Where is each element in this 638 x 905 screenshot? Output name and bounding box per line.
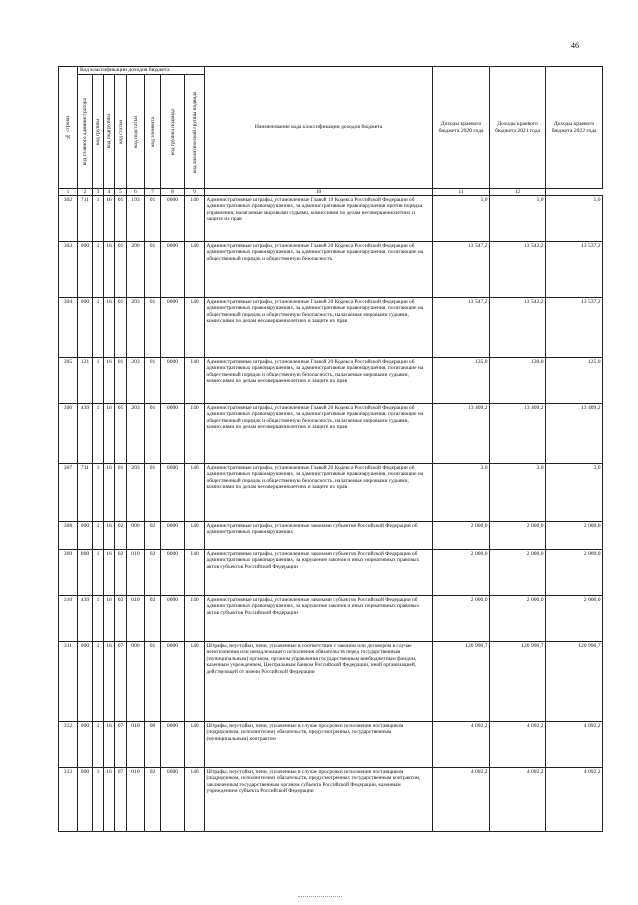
value-2020-cell: 3,0: [433, 464, 490, 522]
code-cell: 140: [185, 642, 205, 722]
year-2021-header: Доходы краевого бюджета 2021 года: [490, 67, 546, 189]
code-cell: 01: [145, 196, 161, 242]
code-cell: 010: [127, 722, 145, 768]
value-2021-cell: 2 000,0: [490, 522, 546, 550]
code-cell: 0000: [161, 404, 185, 464]
name-cell: Административные штрафы, установленные Главой 20 Кодекса Российской Федерации об административных правонарушениях, за административные правонарушения, посягающие на общественный порядок и общественную безопасность, налагаемые мировыми судьями, комиссиями по делам несовершеннолетних и защите их прав: [205, 298, 433, 358]
table-row: [59, 464, 603, 522]
code-cell: 203: [127, 298, 145, 358]
code-cell: 16: [104, 298, 115, 358]
code-cell: 01: [145, 358, 161, 404]
column-number: 7: [145, 189, 161, 196]
value-2020-cell: 4 092,2: [433, 722, 490, 768]
code-cell: 0000: [161, 722, 185, 768]
code-cell: 000: [78, 768, 93, 832]
code-cell: 000: [78, 642, 93, 722]
header-row-top: [59, 67, 603, 75]
footer-mark: [298, 896, 342, 900]
code-cell: 140: [185, 722, 205, 768]
value-2020-cell: 13 547,2: [433, 242, 490, 298]
column-number: 6: [127, 189, 145, 196]
code-cell: 140: [185, 768, 205, 832]
row-number-cell: 303: [59, 242, 78, 298]
year-2020-header: Доходы краевого бюджета 2020 года: [433, 67, 490, 189]
code-cell: 0000: [161, 642, 185, 722]
column-number: 10: [205, 189, 433, 196]
code-cell: 02: [115, 550, 127, 596]
column-number: 9: [185, 189, 205, 196]
code-cell: 0000: [161, 768, 185, 832]
code-cell: 01: [145, 642, 161, 722]
page-number: 46: [571, 41, 579, 50]
column-number: 5: [115, 189, 127, 196]
code-cell: 07: [115, 768, 127, 832]
code-cell: 0000: [161, 242, 185, 298]
code-col-header: код группы: [93, 75, 104, 189]
code-cell: 0000: [161, 358, 185, 404]
code-cell: 0000: [161, 596, 185, 642]
table-row: [59, 404, 603, 464]
code-cell: 16: [104, 550, 115, 596]
value-2020-cell: 4 092,2: [433, 768, 490, 832]
table-body: [59, 196, 603, 832]
code-cell: 203: [127, 358, 145, 404]
code-cell: 0000: [161, 464, 185, 522]
code-cell: 01: [145, 298, 161, 358]
name-cell: Штрафы, неустойки, пени, уплаченные в соответствии с законом или договором в случае неисполнения или ненадлежащего исполнения обязательств перед государственным (муниципальным) органом, органом управления государственным внебюджетным фондом, казенным учреждением, Центральным банком Российской Федерации, иной организацией, действующей от имени Российской Федерации: [205, 642, 433, 722]
row-number-cell: 308: [59, 522, 78, 550]
code-cell: 010: [127, 768, 145, 832]
code-cell: 140: [185, 464, 205, 522]
table-row: [59, 722, 603, 768]
name-cell: Административные штрафы, установленные Главой 20 Кодекса Российской Федерации об административных правонарушениях, за административные правонарушения, посягающие на общественный порядок и общественную безопасность, налагаемые мировыми судьями, комиссиями по делам несовершеннолетних и защите их прав: [205, 358, 433, 404]
value-2020-cell: 135,0: [433, 358, 490, 404]
value-2022-cell: 4 092,2: [546, 768, 603, 832]
value-2021-cell: 13 542,2: [490, 242, 546, 298]
code-cell: 000: [78, 722, 93, 768]
row-number-cell: 313: [59, 768, 78, 832]
code-cell: 02: [115, 596, 127, 642]
name-cell: Административные штрафы, установленные законами субъектов Российской Федерации об административных правонарушениях: [205, 522, 433, 550]
code-cell: 0000: [161, 196, 185, 242]
code-cell: 16: [104, 768, 115, 832]
code-cell: 16: [104, 404, 115, 464]
code-cell: 711: [78, 196, 93, 242]
value-2020-cell: 2 000,0: [433, 596, 490, 642]
name-cell: Административные штрафы, установленные Главой 20 Кодекса Российской Федерации об административных правонарушениях, за административные правонарушения, посягающие на общественный порядок и общественную безопасность, налагаемые мировыми судьями, комиссиями по делам несовершеннолетних и защите их прав: [205, 464, 433, 522]
value-2020-cell: 5,0: [433, 196, 490, 242]
column-number: 4: [104, 189, 115, 196]
column-number: 12: [490, 189, 546, 196]
code-cell: 1: [93, 550, 104, 596]
code-cell: 16: [104, 722, 115, 768]
value-2021-cell: 2 000,0: [490, 550, 546, 596]
value-2021-cell: 13 409,2: [490, 404, 546, 464]
code-cell: 193: [127, 196, 145, 242]
name-cell: Административные штрафы, установленные Главой 20 Кодекса Российской Федерации об административных правонарушениях, за административные правонарушения, посягающие на общественный порядок и общественную безопасность: [205, 242, 433, 298]
code-cell: 000: [127, 522, 145, 550]
code-cell: 16: [104, 242, 115, 298]
code-col-header: код подгруппы: [104, 75, 115, 189]
code-cell: 01: [115, 298, 127, 358]
column-number: 3: [93, 189, 104, 196]
code-cell: 121: [78, 358, 93, 404]
code-cell: 140: [185, 404, 205, 464]
value-2022-cell: 13 409,2: [546, 404, 603, 464]
code-cell: 010: [127, 550, 145, 596]
value-2022-cell: 13 537,2: [546, 298, 603, 358]
row-number-cell: 310: [59, 596, 78, 642]
value-2020-cell: 13 409,2: [433, 404, 490, 464]
table-row: [59, 768, 603, 832]
value-2021-cell: 5,0: [490, 196, 546, 242]
code-cell: 000: [78, 298, 93, 358]
code-cell: 1: [93, 404, 104, 464]
code-cell: 16: [104, 522, 115, 550]
code-cell: 0000: [161, 550, 185, 596]
code-cell: 01: [115, 464, 127, 522]
value-2020-cell: 2 000,0: [433, 550, 490, 596]
year-2022-header: Доходы краевого бюджета 2022 года: [546, 67, 603, 189]
code-cell: 01: [145, 404, 161, 464]
code-cell: 16: [104, 358, 115, 404]
code-cell: 01: [115, 196, 127, 242]
code-cell: 01: [145, 242, 161, 298]
code-cell: 01: [115, 242, 127, 298]
value-2021-cell: 4 092,2: [490, 722, 546, 768]
code-cell: 07: [115, 642, 127, 722]
name-cell: Штрафы, неустойки, пени, уплаченные в случае просрочки исполнения поставщиком (подрядчиком, исполнителем) обязательств, предусмотренных государственным контрактом, заключенным государственным органом субъекта Российской Федерации, казенным учреждением субъекта Российской Федерации: [205, 768, 433, 832]
code-cell: 1: [93, 522, 104, 550]
code-cell: 140: [185, 596, 205, 642]
code-cell: 1: [93, 358, 104, 404]
code-cell: 1: [93, 242, 104, 298]
value-2021-cell: 2 000,0: [490, 596, 546, 642]
value-2021-cell: 3,0: [490, 464, 546, 522]
table-row: [59, 550, 603, 596]
code-col-header: код элемента: [145, 75, 161, 189]
code-cell: 0000: [161, 522, 185, 550]
table-row: [59, 298, 603, 358]
code-cell: 16: [104, 196, 115, 242]
name-cell: Административные штрафы, установленные законами субъектов Российской Федерации об административных правонарушениях, за нарушение законов и иных нормативных правовых актов субъектов Российской Федерации: [205, 550, 433, 596]
value-2022-cell: 3,0: [546, 464, 603, 522]
value-2022-cell: 2 000,0: [546, 522, 603, 550]
code-cell: 16: [104, 464, 115, 522]
code-cell: 01: [115, 358, 127, 404]
name-cell: Административные штрафы, установленные Главой 19 Кодекса Российской Федерации об административных правонарушениях, за административные правонарушения против порядка управления, налагаемые мировыми судьями, комиссиями по делам несовершеннолетних и защите их прав: [205, 196, 433, 242]
code-cell: 000: [78, 550, 93, 596]
code-cell: 140: [185, 242, 205, 298]
value-2022-cell: 125,0: [546, 358, 603, 404]
value-2022-cell: 4 092,2: [546, 722, 603, 768]
code-cell: 140: [185, 298, 205, 358]
code-col-header: код статьи: [115, 75, 127, 189]
column-numbers-row: [59, 189, 603, 196]
code-cell: 140: [185, 358, 205, 404]
name-cell: Административные штрафы, установленные законами субъектов Российской Федерации об административных правонарушениях, за нарушение законов и иных нормативных правовых актов субъектов Российской Федерации: [205, 596, 433, 642]
column-number: 11: [433, 189, 490, 196]
row-number-cell: 307: [59, 464, 78, 522]
code-cell: 02: [145, 768, 161, 832]
code-cell: 439: [78, 404, 93, 464]
code-cell: 01: [115, 404, 127, 464]
value-2022-cell: 120 990,7: [546, 642, 603, 722]
column-number: 8: [161, 189, 185, 196]
table-row: [59, 522, 603, 550]
row-number-cell: 305: [59, 358, 78, 404]
table-row: [59, 596, 603, 642]
code-cell: 140: [185, 550, 205, 596]
code-cell: 010: [127, 596, 145, 642]
row-number-cell: 304: [59, 298, 78, 358]
value-2021-cell: 4 092,2: [490, 768, 546, 832]
value-2020-cell: 120 990,7: [433, 642, 490, 722]
code-col-header: код подстатьи: [127, 75, 145, 189]
code-cell: 02: [145, 596, 161, 642]
row-number-cell: 309: [59, 550, 78, 596]
table-row: [59, 196, 603, 242]
classification-group-header: Код классификации доходов бюджета: [78, 67, 205, 75]
code-cell: 1: [93, 768, 104, 832]
name-cell: Штрафы, неустойки, пени, уплаченные в случае просрочки исполнения поставщиком (подрядчиком, исполнителем) обязательств, предусмотренных государственным (муниципальным) контрактом: [205, 722, 433, 768]
value-2022-cell: 2 000,0: [546, 550, 603, 596]
row-number-cell: 312: [59, 722, 78, 768]
code-cell: 1: [93, 464, 104, 522]
value-2021-cell: 120 990,7: [490, 642, 546, 722]
code-cell: 1: [93, 196, 104, 242]
value-2020-cell: 2 000,0: [433, 522, 490, 550]
code-cell: 16: [104, 642, 115, 722]
code-cell: 203: [127, 404, 145, 464]
code-cell: 02: [145, 522, 161, 550]
code-cell: 140: [185, 522, 205, 550]
column-number: 1: [59, 189, 78, 196]
row-number-cell: 302: [59, 196, 78, 242]
value-2021-cell: 130,0: [490, 358, 546, 404]
code-cell: 140: [185, 196, 205, 242]
code-cell: 1: [93, 596, 104, 642]
code-col-header: код группы подвида: [161, 75, 185, 189]
code-col-header: код аналитической группы подвида: [185, 75, 205, 189]
code-cell: 200: [127, 242, 145, 298]
code-cell: 16: [104, 596, 115, 642]
code-cell: 000: [127, 642, 145, 722]
code-cell: 1: [93, 298, 104, 358]
value-2021-cell: 13 542,2: [490, 298, 546, 358]
name-column-header: Наименование кода классификации доходов бюджета: [205, 67, 433, 189]
row-number-header: № строки: [59, 67, 78, 189]
code-cell: 1: [93, 642, 104, 722]
value-2022-cell: 13 537,2: [546, 242, 603, 298]
table-row: [59, 358, 603, 404]
revenue-classification-table: [58, 66, 603, 832]
table-row: [59, 242, 603, 298]
value-2020-cell: 13 547,2: [433, 298, 490, 358]
value-2022-cell: 2 000,0: [546, 596, 603, 642]
row-number-cell: 311: [59, 642, 78, 722]
code-cell: 000: [78, 242, 93, 298]
code-cell: 01: [145, 464, 161, 522]
row-number-cell: 306: [59, 404, 78, 464]
code-cell: 203: [127, 464, 145, 522]
table-row: [59, 642, 603, 722]
code-col-header: код главного администратора: [78, 75, 93, 189]
column-number: 2: [78, 189, 93, 196]
code-cell: 000: [78, 522, 93, 550]
code-cell: 02: [145, 550, 161, 596]
value-2022-cell: 5,0: [546, 196, 603, 242]
code-cell: 07: [115, 722, 127, 768]
code-cell: 00: [145, 722, 161, 768]
name-cell: Административные штрафы, установленные Главой 20 Кодекса Российской Федерации об административных правонарушениях, за административные правонарушения, посягающие на общественный порядок и общественную безопасность, налагаемые мировыми судьями, комиссиями по делам несовершеннолетних и защите их прав: [205, 404, 433, 464]
code-cell: 02: [115, 522, 127, 550]
code-cell: 711: [78, 464, 93, 522]
code-cell: 0000: [161, 298, 185, 358]
code-cell: 439: [78, 596, 93, 642]
code-cell: 1: [93, 722, 104, 768]
